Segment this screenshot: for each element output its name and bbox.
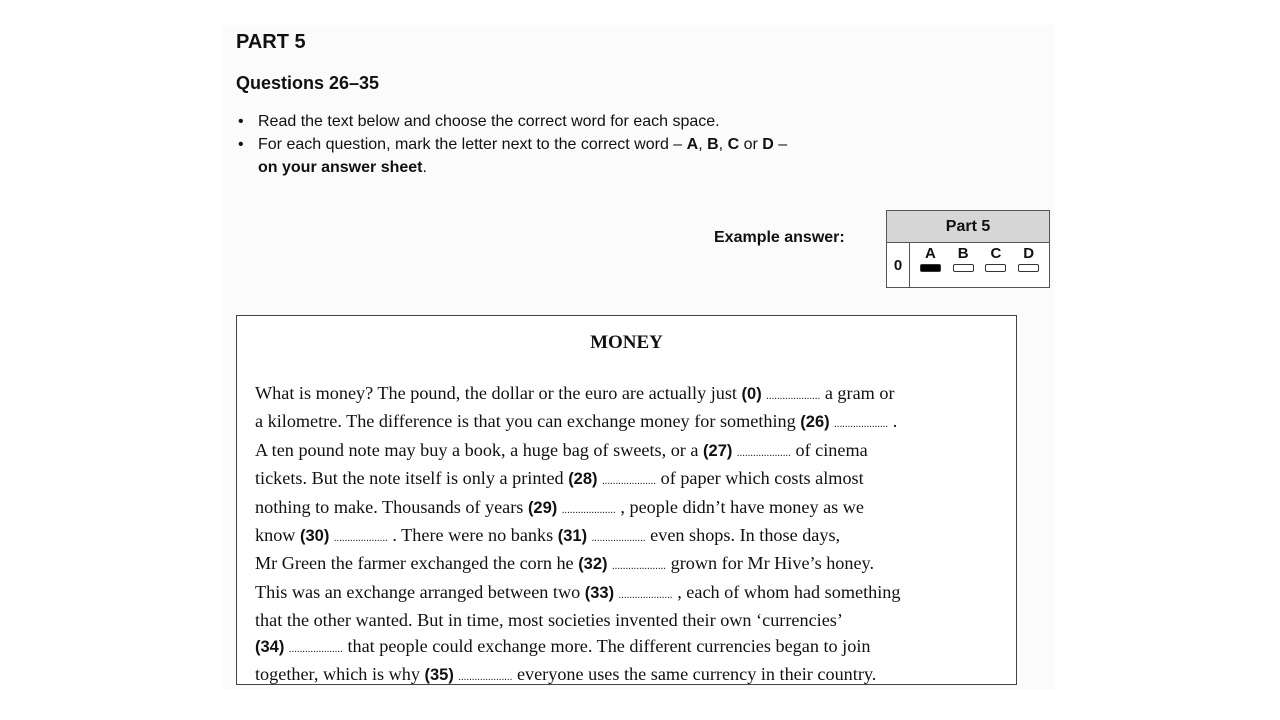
blank: .................... xyxy=(458,672,513,684)
option-c xyxy=(985,243,1006,287)
text: A ten pound note may buy a book, a huge bag of sweets, or a xyxy=(255,439,704,460)
text: tickets. But the note itself is only a printed xyxy=(255,468,569,489)
passage-line xyxy=(255,495,1005,523)
option-letter: C xyxy=(727,136,740,153)
passage-title: MONEY xyxy=(590,332,663,353)
instruction-text: Read the text below and choose the correct word for each space. xyxy=(258,113,720,130)
passage-text xyxy=(255,381,1005,690)
option-letter: B xyxy=(707,136,719,153)
passage-line xyxy=(255,409,1005,437)
gap-number: (28) xyxy=(568,470,598,489)
text: together, which is why xyxy=(255,664,425,685)
example-answer-label: Example answer: xyxy=(714,229,845,246)
text: everyone uses the same currency in their country. xyxy=(512,664,877,685)
option-letter: A xyxy=(924,245,936,262)
passage-line xyxy=(255,634,1005,662)
example-answer-row xyxy=(887,243,1049,287)
text: a gram or xyxy=(820,383,895,403)
option-letter: B xyxy=(957,245,969,262)
blank: .................... xyxy=(736,447,791,459)
passage-line xyxy=(255,580,1005,608)
text: This was an exchange arranged between two xyxy=(255,581,585,602)
example-question-number: 0 xyxy=(887,243,910,287)
text: grown for Mr Hive’s honey. xyxy=(666,553,875,574)
blank: .................... xyxy=(618,589,673,601)
questions-title: Questions 26–35 xyxy=(236,73,380,93)
gap-number: (29) xyxy=(527,498,558,517)
empty-bubble-icon xyxy=(953,264,974,272)
example-box-title: Part 5 xyxy=(887,211,1049,243)
part-title: PART 5 xyxy=(236,31,306,53)
blank: .................... xyxy=(591,533,646,545)
blank: .................... xyxy=(612,561,667,573)
passage-line xyxy=(255,438,1005,466)
blank: .................... xyxy=(766,391,821,402)
text: even shops. In those days, xyxy=(645,525,841,546)
text: that people could exchange more. The different currencies began to join xyxy=(342,635,871,656)
text: , each of whom had something xyxy=(672,581,901,602)
instruction-item: • For each question, mark the letter next to the correct word – A, B, C or D – on your answer sheet. xyxy=(236,133,896,179)
instructions-list xyxy=(236,110,896,179)
option-a xyxy=(920,243,941,287)
empty-bubble-icon xyxy=(985,264,1006,272)
instruction-item xyxy=(236,110,896,133)
filled-bubble-icon xyxy=(920,264,941,272)
gap-number: (27) xyxy=(703,441,733,460)
text: , people didn’t have money as we xyxy=(615,496,864,517)
blank: .................... xyxy=(333,533,388,545)
gap-number: (33) xyxy=(584,583,615,602)
instruction-text: For each question, mark the letter next to the correct word – xyxy=(258,136,683,153)
text: a kilometre. The difference is that you can exchange money for something xyxy=(255,411,801,432)
passage-line xyxy=(255,523,1005,551)
option-b xyxy=(953,243,974,287)
blank: .................... xyxy=(834,419,889,431)
gap-number: (0) xyxy=(741,385,762,403)
blank: .................... xyxy=(561,504,616,516)
passage-line xyxy=(255,551,1005,579)
answer-sheet-text: on your answer sheet xyxy=(258,159,423,176)
text: of paper which costs almost xyxy=(656,468,864,489)
text: of cinema xyxy=(790,439,868,460)
gap-number: (35) xyxy=(424,666,454,685)
gap-number: (32) xyxy=(578,555,608,574)
blank: .................... xyxy=(602,476,657,488)
gap-number: (30) xyxy=(299,527,330,546)
text: . There were no banks xyxy=(387,525,558,546)
text: know xyxy=(255,525,300,546)
passage-line xyxy=(255,608,1005,633)
empty-bubble-icon xyxy=(1018,264,1039,272)
passage-line xyxy=(255,466,1005,494)
gap-number: (26) xyxy=(800,413,830,432)
option-letter: A xyxy=(686,136,699,153)
text: Mr Green the farmer exchanged the corn he xyxy=(255,553,579,574)
passage-box xyxy=(236,315,1017,685)
gap-number: (34) xyxy=(255,637,285,656)
text: nothing to make. Thousands of years xyxy=(255,496,528,517)
passage-line xyxy=(255,381,1005,409)
example-options xyxy=(910,243,1049,287)
option-letter: D xyxy=(1023,245,1035,262)
text: . xyxy=(888,411,898,432)
text: What is money? The pound, the dollar or the euro are actually just xyxy=(255,383,742,403)
option-letter: C xyxy=(990,245,1002,262)
passage-line xyxy=(255,662,1005,690)
text: that the other wanted. But in time, most societies invented their own ‘currencies’ xyxy=(255,610,843,631)
example-answer-box xyxy=(886,210,1050,288)
option-letter: D xyxy=(762,136,774,153)
option-d xyxy=(1018,243,1039,287)
gap-number: (31) xyxy=(557,527,588,546)
blank: .................... xyxy=(288,643,343,655)
